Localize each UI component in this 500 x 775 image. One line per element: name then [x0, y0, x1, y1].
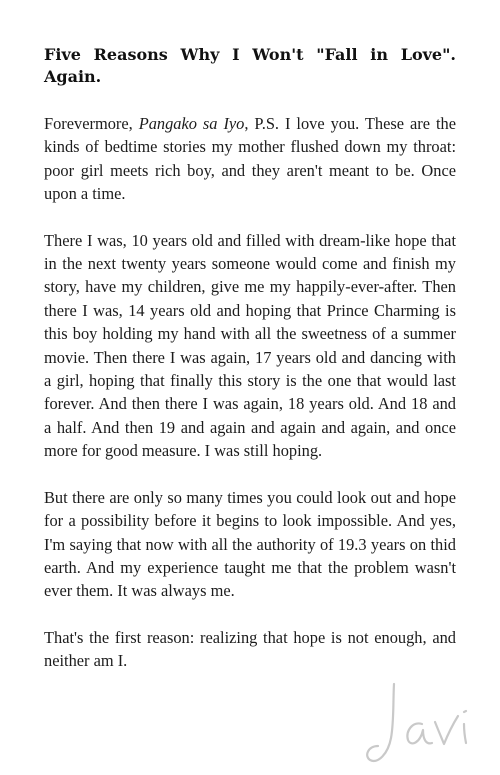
signature-stroke-a	[407, 723, 432, 743]
paragraph-2: There I was, 10 years old and filled with dream-like hope that in the next twenty years someone would come and finish my story, have my children, give me my happily-ever-after. Then there I was, 14 years old and hoping that Prince Charming is this boy holding my hand with all the sweetness of a summer movie. Then there I was again, 17 years old and dancing with a girl, hoping that finally this story is the one that would last forever. And then there I was again, 18 years old. And 18 and a half. And then 19 and again and again and again, and once more for good measure. I was still hoping.	[44, 230, 456, 461]
signature-dot-i	[464, 711, 466, 712]
paragraph-1-end: , P.S. I love you. These are the kinds of bedtime stories my mother flushed down my throat: poor girl meets rich boy, and they aren't meant to be. Once upon a time.	[44, 114, 456, 204]
signature-stroke-v	[435, 716, 458, 744]
paragraph-1-start: Forevermore,	[44, 114, 139, 133]
document-title: Five Reasons Why I Won't "Fall in Love". Again.	[44, 45, 456, 86]
paragraph-1	[44, 112, 456, 206]
paragraph-1-italic-title: Pangako sa Iyo	[138, 114, 245, 133]
document-page	[44, 44, 456, 673]
signature-stroke-j	[367, 684, 394, 761]
paragraph-3: But there are only so many times you could look out and hope for a possibility before it begins to look impossible. And yes, I'm saying that now with all the authority of 19.3 years on thid earth. And my experience taught me that the problem wasn't ever them. It was always me.	[44, 487, 456, 601]
paragraph-4: That's the first reason: realizing that hope is not enough, and neither am I.	[44, 627, 456, 671]
signature-stroke-i	[464, 724, 466, 743]
signature-watermark	[360, 676, 480, 772]
